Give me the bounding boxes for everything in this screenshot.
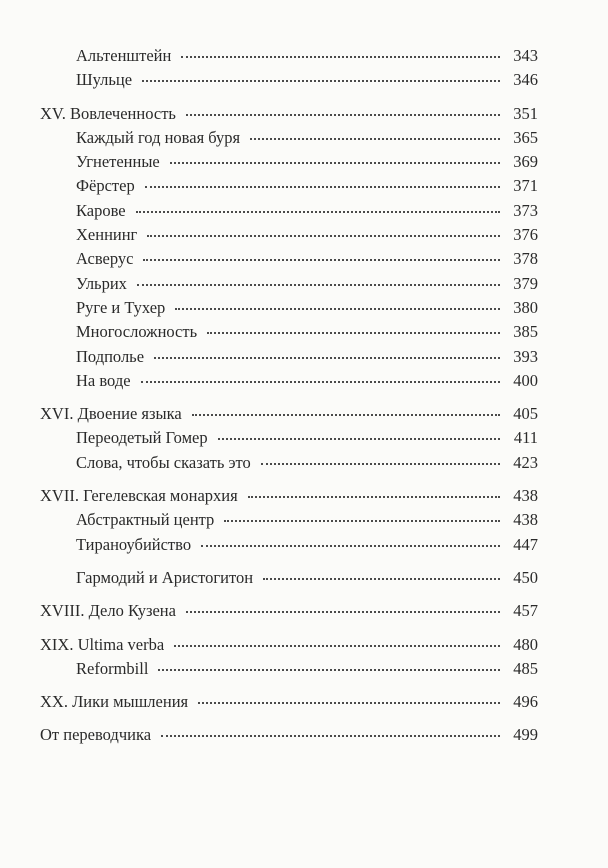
toc-entry-page: 365 [513,127,538,147]
toc-chapter [40,102,538,126]
toc-entry-page: 343 [513,46,538,65]
toc-entry-page: 405 [513,404,538,424]
toc-entry-page: 438 [513,486,538,506]
toc-entry-page: 378 [513,249,538,269]
dot-leader [158,669,500,671]
toc-entry-page: 351 [513,103,538,123]
toc-entry-page: 369 [513,152,538,172]
toc-entry-title: Угнетенные [76,152,160,172]
toc-entry-page: 457 [513,601,538,621]
toc-entry-page: 379 [513,273,538,293]
toc-chapter-title: XVIII. Дело Кузена [40,601,176,621]
toc-entry-page: 371 [513,176,538,196]
toc-entry [40,272,538,296]
toc-entry-page: 423 [513,452,538,472]
toc-entry-page: 485 [513,658,538,678]
toc-entry-page: 400 [513,370,538,390]
toc-entry [40,451,538,475]
toc-entry-page: 447 [513,534,538,554]
dot-leader [147,235,500,237]
toc-chapter-title: XVII. Гегелевская монархия [40,486,238,506]
toc-chapter [40,633,538,657]
toc-entry [40,345,538,369]
dot-leader [224,520,500,522]
toc-entry-title: На воде [76,370,131,390]
dot-leader [136,211,500,213]
toc-entry-page: 411 [513,428,538,448]
toc-chapter-title: XVI. Двоение языка [40,404,182,424]
toc-entry-title: Хеннинг [76,225,138,245]
dot-leader [198,702,500,704]
toc-entry [40,533,538,557]
toc-entry [40,174,538,198]
toc-chapter-title: От переводчика [40,725,152,745]
toc-entry-title: Ульрих [76,273,127,293]
toc-entry-page: 373 [513,200,538,220]
dot-leader [201,545,500,547]
dot-leader [145,186,500,188]
dot-leader [142,80,500,82]
dot-leader [161,735,500,737]
dot-leader [143,259,500,261]
dot-leader [181,56,500,58]
dot-leader [250,138,500,140]
toc-entry [40,68,538,92]
toc-entry-page: 385 [513,322,538,342]
toc-chapter-title: XIX. Ultima verba [40,634,165,654]
dot-leader [175,308,500,310]
toc-entry-page: 376 [513,225,538,245]
toc-entry-title: Альтенштейн [76,46,172,65]
toc-entry-page: 496 [513,692,538,712]
dot-leader [207,332,500,334]
toc-chapter [40,599,538,623]
toc-entry-page: 393 [513,346,538,366]
toc-entry-title: Переодетый Гомер [76,428,208,448]
toc-chapter [40,484,538,508]
toc-entry-title: Тираноубийство [76,534,192,554]
toc-chapter-title: XX. Лики мышления [40,692,189,712]
toc-entry-page: 480 [513,634,538,654]
toc-entry [40,566,538,590]
toc-entry [40,199,538,223]
toc-entry [40,657,538,681]
toc-chapter [40,690,538,714]
toc-entry [40,44,538,68]
toc-entry-page: 499 [513,725,538,745]
toc-entry-title: Каждый год новая буря [76,127,241,147]
dot-leader [141,381,500,383]
toc-chapter-title: XV. Вовлеченность [40,103,176,123]
toc-entry-title: Асверус [76,249,134,269]
dot-leader [248,496,500,498]
toc-entry-title: Шульце [76,70,133,90]
toc-entry-title: Гармодий и Аристогитон [76,567,254,587]
toc-chapter [40,723,538,747]
dot-leader [186,611,500,613]
toc-entry-title: Reformbill [76,658,149,678]
toc-entry [40,369,538,393]
toc-entry [40,296,538,320]
dot-leader [137,284,500,286]
toc-entry [40,223,538,247]
toc-entry-title: Слова, чтобы сказать это [76,452,251,472]
dot-leader [186,114,500,116]
dot-leader [218,438,500,440]
toc-entry [40,426,538,450]
toc-entry [40,126,538,150]
dot-leader [263,578,500,580]
toc-entry-page: 346 [513,70,538,90]
dot-leader [174,645,500,647]
dot-leader [192,414,500,416]
table-of-contents [40,44,538,748]
toc-entry-title: Карове [76,200,126,220]
dot-leader [261,463,500,465]
toc-entry [40,320,538,344]
toc-entry-title: Абстрактный центр [76,510,215,530]
toc-entry-title: Подполье [76,346,145,366]
dot-leader [170,162,500,164]
toc-entry-page: 438 [513,510,538,530]
toc-entry-page: 450 [513,567,538,587]
toc-entry-title: Фёрстер [76,176,135,196]
toc-entry-page: 380 [513,297,538,317]
toc-entry [40,508,538,532]
toc-entry-title: Руге и Тухер [76,297,166,317]
toc-entry-title: Многосложность [76,322,198,342]
toc-entry [40,247,538,271]
dot-leader [154,357,500,359]
toc-entry [40,150,538,174]
toc-chapter [40,402,538,426]
